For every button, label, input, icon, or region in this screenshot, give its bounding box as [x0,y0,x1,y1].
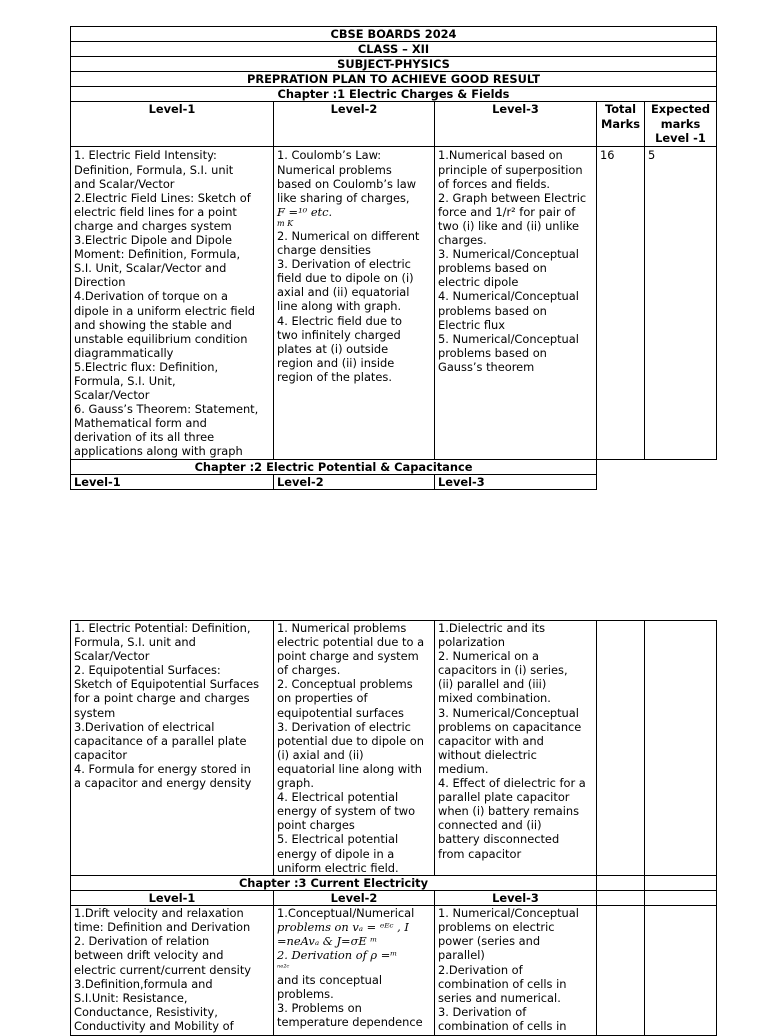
plan-table-1 [70,26,717,490]
ch2-col-level2-header: Level-2 [274,474,435,489]
ch3-level1-cell: 1.Drift velocity and relaxation time: Definition and Derivation 2. Derivation of relation between drift velocity and electric current/current density 3.Definition,formula and S.I.Unit: Resistance, Conductance, Resistivity, Conductivity and Mobility of [71,906,274,1036]
drift-velocity-formula: problems on vₐ = ᵉᴱᶜ , I [277,920,409,935]
plan-table-2 [70,620,717,1036]
table-block-1 [70,26,716,490]
table-block-2 [70,620,716,1036]
ch2-col-level3-header: Level-3 [435,474,597,489]
title-line-4: PREPRATION PLAN TO ACHIEVE GOOD RESULT [71,72,717,87]
title-line-1: CBSE BOARDS 2024 [71,27,717,42]
ch3-col-level2-header: Level-2 [274,891,435,906]
coulomb-formula-sub: m K [277,218,294,228]
ch2-level3-cell: 1.Dielectric and its polarization 2. Numerical on a capacitors in (i) series, (ii) parallel and (iii) mixed combination. 3. Numerical/Conceptual problems on capacitance capacitor with and without dielectric medium. 4. Effect of dielectric for a parallel plate capacitor when (i) battery remains connected and (ii) battery disconnected from capacitor [435,621,597,876]
ch3-level3-cell: 1. Numerical/Conceptual problems on electric power (series and parallel) 2.Derivation of combination of cells in series and numerical. 3. Derivation of combination of cells in [435,906,597,1036]
ch1-level3-cell: 1.Numerical based on principle of superposition of forces and fields. 2. Graph between Electric force and 1/r² for pair of two (i) like and (ii) unlike charges. 3. Numerical/Conceptual problems based on electric dipole 4. Numerical/Conceptual problems based on Electric flux 5. Numerical/Conceptual problems based on Gauss’s theorem [435,147,597,459]
col-total-marks-header: Total Marks [597,102,645,147]
col-level3-header: Level-3 [435,102,597,147]
resistivity-formula-denominator: ⁿᵉ²ᶜ [277,962,290,972]
coulomb-formula: F =¹⁰ etc. [277,204,333,219]
ch2-total-marks [597,621,645,876]
ch3-level2-cell: 1.Conceptual/Numerical problems on vₐ = ᵉᴱᶜ , I =neAvₐ & J=σE ᵐ 2. Derivation of ρ =ᵐ ⁿᵉ²ᶜ and its conceptual problems. 3. Problems on temperature dependence [274,906,435,1036]
title-line-3: SUBJECT-PHYSICS [71,57,717,72]
ch2-level1-cell: 1. Electric Potential: Definition, Formula, S.I. unit and Scalar/Vector 2. Equipotential Surfaces: Sketch of Equipotential Surfaces for a point charge and charges system 3.Derivation of electrical capacitance of a parallel plate capacitor 4. Formula for energy stored in a capacitor and energy density [71,621,274,876]
ch3-col-level3-header: Level-3 [435,891,597,906]
col-level1-header: Level-1 [71,102,274,147]
ch3-col-level1-header: Level-1 [71,891,274,906]
chapter3-title: Chapter :3 Current Electricity [71,876,597,891]
ch2-level2-cell: 1. Numerical problems electric potential due to a point charge and system of charges. 2. Conceptual problems on properties of equipotential surfaces 3. Derivation of electric potential due to dipole on (i) axial and (ii) equatorial line along with graph. 4. Electrical potential energy of system of two point charges 5. Electrical potential energy of dipole in a uniform electric field. [274,621,435,876]
ch1-expected-marks: 5 [645,147,717,459]
resistivity-formula: 2. Derivation of ρ =ᵐ [277,948,398,963]
ch2-col-level1-header: Level-1 [71,474,274,489]
col-expected-marks-header: Expected marks Level -1 [645,102,717,147]
chapter2-title: Chapter :2 Electric Potential & Capacitance [71,459,597,474]
title-line-2: CLASS – XII [71,42,717,57]
chapter1-title: Chapter :1 Electric Charges & Fields [71,87,717,102]
ch2-expected-marks [645,621,717,876]
ch1-total-marks: 16 [597,147,645,459]
col-level2-header: Level-2 [274,102,435,147]
ch1-level1-cell: 1. Electric Field Intensity: Definition, Formula, S.I. unit and Scalar/Vector 2.Electric Field Lines: Sketch of electric field lines for a point charge and charges system 3.Electric Dipole and Dipole Moment: Definition, Formula, S.I. Unit, Scalar/Vector and Direction 4.Derivation of torque on a dipole in a uniform electric field and showing the stable and unstable equilibrium condition diagrammatically 5.Electric flux: Definition, Formula, S.I. Unit, Scalar/Vector 6. Gauss’s Theorem: Statement, Mathematical form and derivation of its all three applications along with graph [71,147,274,459]
ch1-level2-cell: 1. Coulomb’s Law: Numerical problems based on Coulomb’s law like sharing of charges, F =¹⁰ etc. m K 2. Numerical on different charge densities 3. Derivation of electric field due to dipole on (i) axial and (ii) equatorial line along with graph. 4. Electric field due to two infinitely charged plates at (i) outside region and (ii) inside region of the plates. [274,147,435,459]
current-density-formula: =neAvₐ & J=σE ᵐ [277,934,378,949]
